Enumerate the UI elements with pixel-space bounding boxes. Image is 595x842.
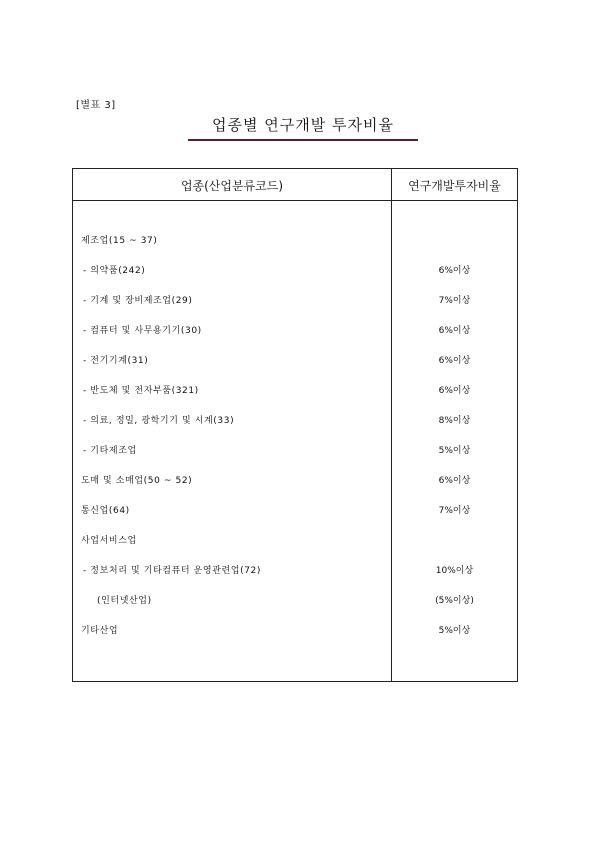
table-row bbox=[73, 411, 517, 427]
table-row bbox=[73, 591, 517, 607]
reference-label: [별표 3] bbox=[76, 100, 116, 111]
row-ratio: 7%이상 bbox=[438, 506, 471, 516]
row-industry: 제조업(15 ~ 37) bbox=[81, 236, 158, 246]
table-row bbox=[73, 441, 517, 457]
table-row bbox=[73, 381, 517, 397]
table-row bbox=[73, 321, 517, 337]
table-row bbox=[73, 621, 517, 637]
row-ratio: 6%이상 bbox=[438, 356, 471, 366]
row-ratio: 6%이상 bbox=[438, 476, 471, 486]
row-industry: 사업서비스업 bbox=[81, 536, 137, 546]
table-row bbox=[73, 531, 517, 547]
row-industry: - 반도체 및 전자부품(321) bbox=[83, 386, 199, 396]
investment-ratio-table bbox=[72, 168, 518, 682]
row-industry: - 의료, 정밀, 광학기기 및 시계(33) bbox=[83, 416, 235, 426]
row-ratio: 6%이상 bbox=[438, 386, 471, 396]
row-industry: 통신업(64) bbox=[81, 506, 130, 516]
row-industry: (인터넷산업) bbox=[97, 596, 152, 606]
table-row bbox=[73, 291, 517, 307]
table-row bbox=[73, 471, 517, 487]
row-industry: - 의약품(242) bbox=[83, 266, 146, 276]
row-ratio: 6%이상 bbox=[438, 326, 471, 336]
table-row bbox=[73, 351, 517, 367]
row-industry: - 기계 및 장비제조업(29) bbox=[83, 296, 193, 306]
header-industry: 업종(산업분류코드) bbox=[180, 179, 284, 193]
row-ratio: (5%이상) bbox=[435, 596, 474, 606]
header-ratio: 연구개발투자비율 bbox=[408, 179, 501, 193]
row-industry: - 정보처리 및 기타컴퓨터 운영관련업(72) bbox=[83, 566, 261, 576]
row-ratio: 10%이상 bbox=[435, 566, 474, 576]
table-row bbox=[73, 231, 517, 247]
document-title: 업종별 연구개발 투자비율 bbox=[212, 116, 394, 134]
row-industry: - 기타제조업 bbox=[83, 446, 137, 456]
row-industry: - 컴퓨터 및 사무용기기(30) bbox=[83, 326, 202, 336]
header-divider bbox=[73, 200, 517, 201]
table-row bbox=[73, 501, 517, 517]
table-row bbox=[73, 561, 517, 577]
row-industry: 기타산업 bbox=[81, 626, 119, 636]
title-underline bbox=[188, 139, 418, 141]
row-ratio: 6%이상 bbox=[438, 266, 471, 276]
row-ratio: 8%이상 bbox=[438, 416, 471, 426]
row-industry: 도매 및 소매업(50 ~ 52) bbox=[81, 476, 193, 486]
table-row bbox=[73, 261, 517, 277]
row-ratio: 7%이상 bbox=[438, 296, 471, 306]
row-ratio: 5%이상 bbox=[438, 446, 471, 456]
row-industry: - 전기기계(31) bbox=[83, 356, 149, 366]
row-ratio: 5%이상 bbox=[438, 626, 471, 636]
